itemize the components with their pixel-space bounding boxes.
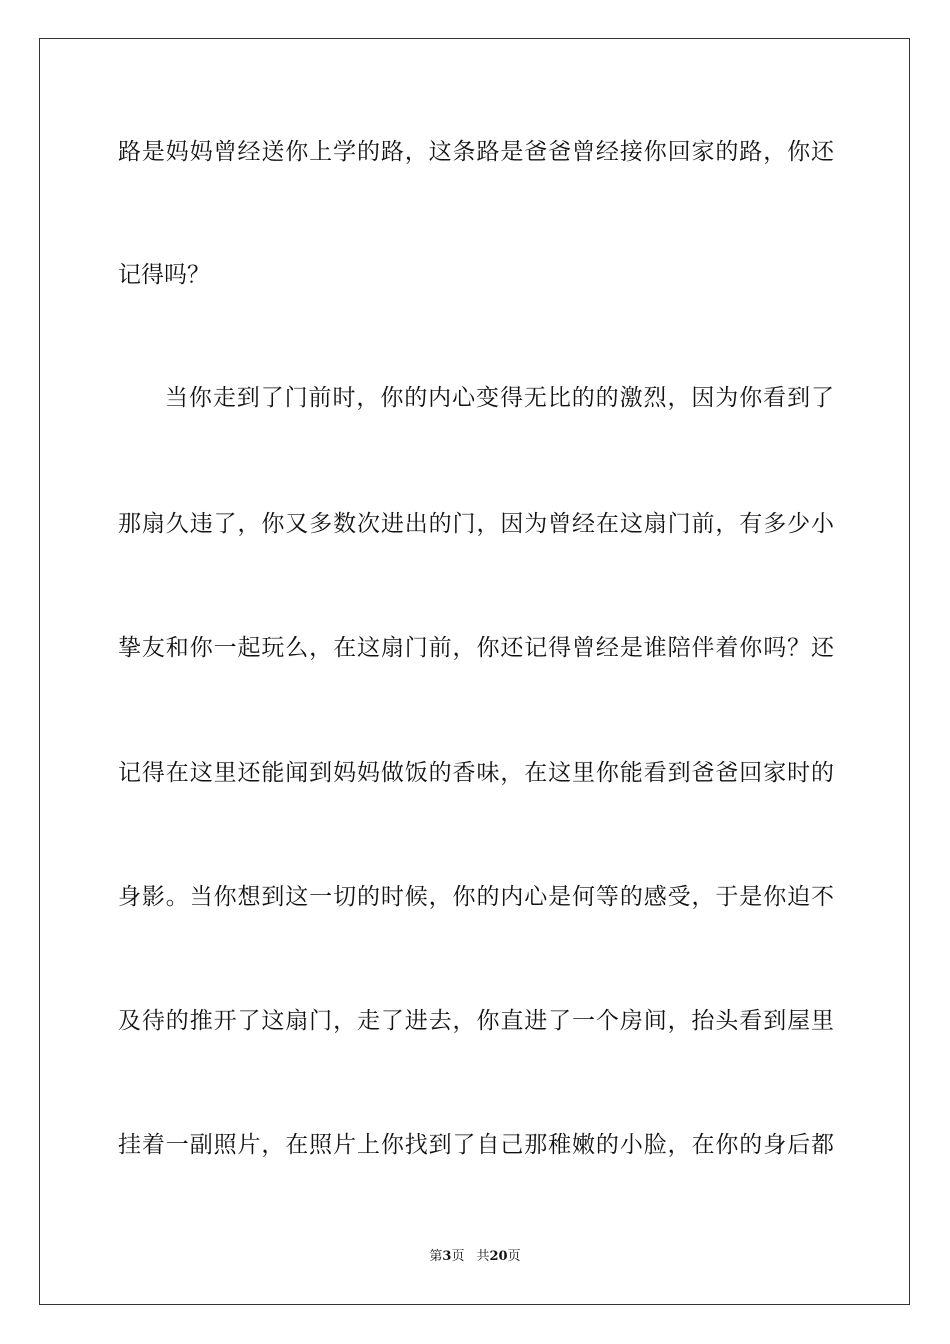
text-line-2: 记得吗？ <box>118 262 210 288</box>
page-footer <box>0 1248 950 1266</box>
text-line-5: 挚友和你一起玩么，在这扇门前，你还记得曾经是谁陪伴着你吗？还 <box>118 635 834 661</box>
text-line-1: 路是妈妈曾经送你上学的路，这条路是爸爸曾经接你回家的路，你还 <box>118 139 834 165</box>
page-suffix: 页 <box>451 1249 465 1264</box>
page-border <box>39 38 910 1305</box>
total-suffix: 页 <box>507 1249 521 1264</box>
text-line-4: 那扇久违了，你又多数次进出的门，因为曾经在这扇门前，有多少小 <box>118 511 834 537</box>
total-prefix: 共 <box>476 1249 490 1264</box>
text-line-3: 当你走到了门前时，你的内心变得无比的的激烈，因为你看到了 <box>165 385 834 411</box>
text-line-8: 及待的推开了这扇门，走了进去，你直进了一个房间，抬头看到屋里 <box>118 1008 834 1034</box>
text-line-7: 身影。当你想到这一切的时候，你的内心是何等的感受，于是你迫不 <box>118 884 834 910</box>
text-line-6: 记得在这里还能闻到妈妈做饭的香味，在这里你能看到爸爸回家时的 <box>118 760 834 786</box>
total-pages: 20 <box>489 1249 508 1264</box>
page-number: 3 <box>442 1249 452 1264</box>
page-prefix: 第 <box>429 1249 443 1264</box>
text-line-9: 挂着一副照片，在照片上你找到了自己那稚嫩的小脸，在你的身后都 <box>118 1132 834 1158</box>
